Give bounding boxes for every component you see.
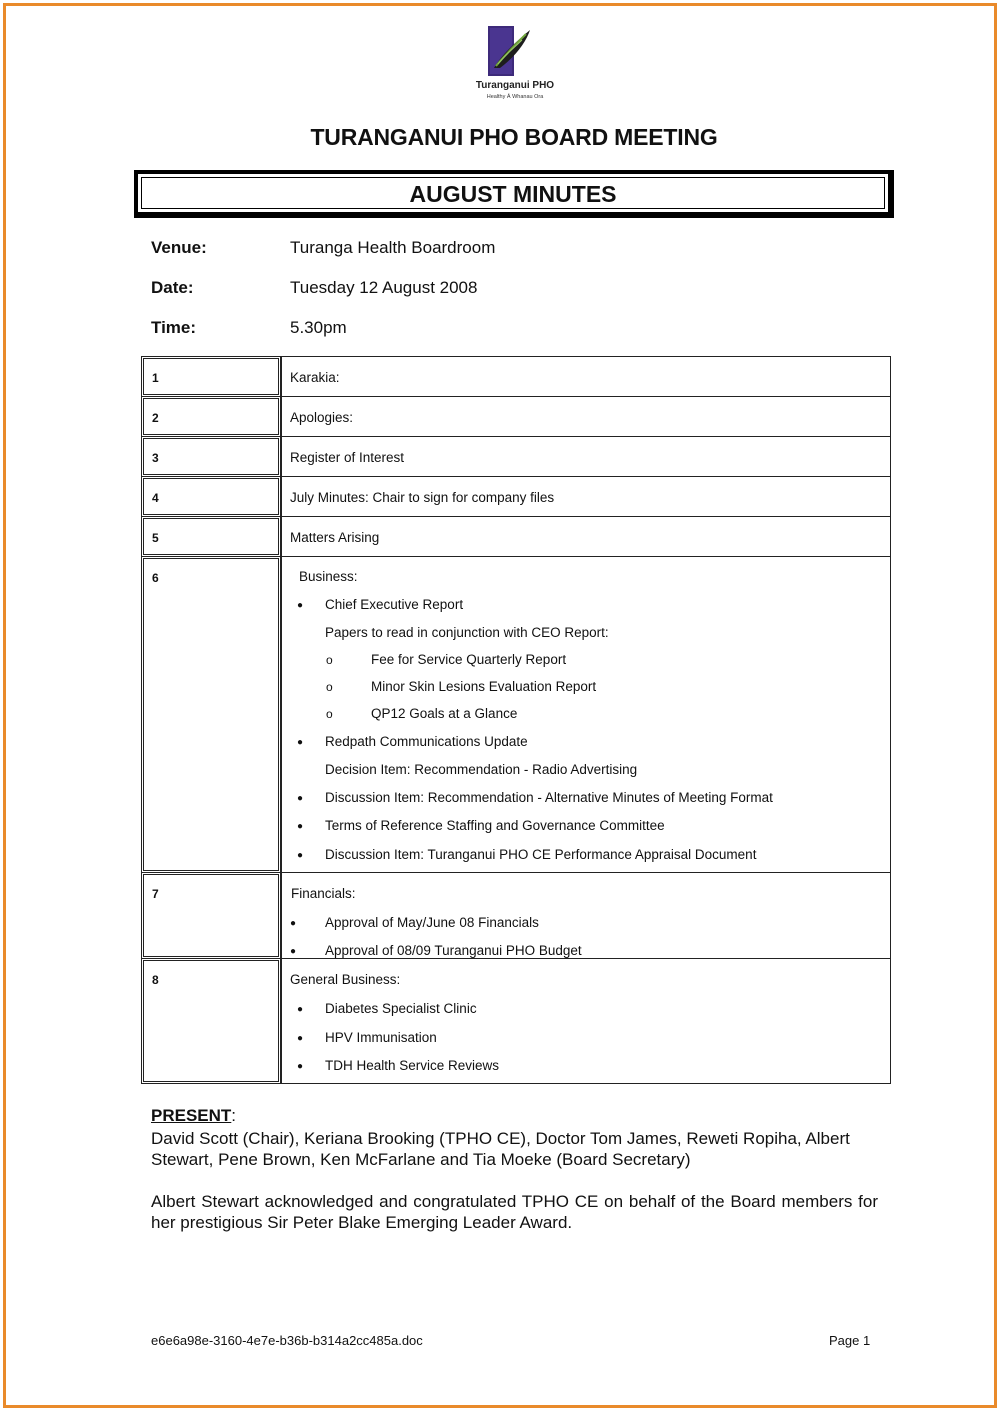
- agenda-number: 2: [141, 396, 281, 437]
- agenda-item-text: July Minutes: Chair to sign for company files: [290, 490, 555, 505]
- list-item: Chief Executive Report: [325, 597, 464, 612]
- agenda-number: 8: [141, 958, 281, 1084]
- present-heading: [151, 1106, 236, 1126]
- bullet-icon: ●: [297, 737, 304, 748]
- present-colon: :: [231, 1106, 237, 1125]
- bullet-icon: ●: [297, 821, 304, 832]
- bullet-icon: ●: [297, 1061, 304, 1072]
- time-value: 5.30pm: [290, 318, 347, 337]
- list-item: Redpath Communications Update: [325, 734, 528, 749]
- list-item: Discussion Item: Recommendation - Alternative Minutes of Meeting Format: [325, 790, 773, 805]
- list-item: Terms of Reference Staffing and Governance Committee: [325, 818, 665, 833]
- bullet-icon: ●: [297, 1004, 304, 1015]
- bullet-icon: ●: [297, 600, 304, 611]
- acknowledgement-paragraph: Albert Stewart acknowledged and congratulated TPHO CE on behalf of the Board members for her prestigious Sir Peter Blake Emerging Leader Award.: [151, 1192, 878, 1232]
- attendees-paragraph: David Scott (Chair), Keriana Brooking (TPHO CE), Doctor Tom James, Reweti Ropiha, Albert Stewart, Pene Brown, Ken McFarlane and Tia Moeke (Board Secretary): [151, 1129, 850, 1169]
- bullet-icon: ●: [297, 793, 304, 804]
- logo-name: Turanganui PHO: [475, 80, 555, 91]
- bullet-icon: ●: [297, 850, 304, 861]
- agenda-item-general: [281, 958, 891, 1084]
- agenda-item: [281, 476, 891, 517]
- list-item: HPV Immunisation: [325, 1030, 437, 1045]
- time-label: Time:: [151, 318, 197, 337]
- sub-list-item: Minor Skin Lesions Evaluation Report: [371, 679, 597, 694]
- sub-bullet-icon: o: [326, 707, 333, 721]
- list-item: Diabetes Specialist Clinic: [325, 1001, 477, 1016]
- logo-tagline: Healthy Ā Whanau Ora: [486, 94, 544, 100]
- date-label: Date:: [151, 278, 194, 297]
- list-item-note: Papers to read in conjunction with CEO Report:: [325, 625, 609, 640]
- logo-feather-icon: [486, 24, 534, 78]
- sub-list-item: Fee for Service Quarterly Report: [371, 652, 567, 667]
- agenda-number: 7: [141, 872, 281, 959]
- section-heading: Business:: [299, 569, 358, 584]
- subtitle-box: [134, 170, 894, 218]
- agenda-item-text: Register of Interest: [290, 450, 405, 465]
- agenda-item-business: [281, 556, 891, 873]
- section-heading: General Business:: [290, 972, 401, 987]
- agenda-number: 1: [141, 356, 281, 397]
- agenda-item: [281, 356, 891, 397]
- footer-filename: e6e6a98e-3160-4e7e-b36b-b314a2cc485a.doc: [151, 1333, 423, 1348]
- venue-label: Venue:: [151, 238, 207, 257]
- agenda-number: 5: [141, 516, 281, 557]
- agenda-table: [141, 356, 891, 1084]
- agenda-item-text: Apologies:: [290, 410, 354, 425]
- agenda-item: [281, 516, 891, 557]
- document-subtitle: AUGUST MINUTES: [141, 177, 885, 209]
- present-label: PRESENT: [151, 1106, 232, 1125]
- list-item: Approval of May/June 08 Financials: [325, 915, 539, 930]
- sub-bullet-icon: o: [326, 680, 333, 694]
- venue-value: Turanga Health Boardroom: [290, 238, 496, 257]
- bullet-icon: ●: [290, 918, 297, 929]
- agenda-number: 6: [141, 556, 281, 873]
- bullet-icon: ●: [290, 946, 297, 957]
- agenda-item-text: Matters Arising: [290, 530, 380, 545]
- agenda-item-financials: [281, 872, 891, 959]
- agenda-number: 4: [141, 476, 281, 517]
- list-item: TDH Health Service Reviews: [325, 1058, 500, 1073]
- list-item: Approval of 08/09 Turanganui PHO Budget: [325, 943, 582, 958]
- document-title: TURANGANUI PHO BOARD MEETING: [310, 124, 718, 150]
- agenda-item: [281, 436, 891, 477]
- sub-bullet-icon: o: [326, 653, 333, 667]
- date-value: Tuesday 12 August 2008: [290, 278, 478, 297]
- section-heading: Financials:: [291, 886, 356, 901]
- agenda-item-text: Karakia:: [290, 370, 340, 385]
- agenda-item: [281, 396, 891, 437]
- footer-page-number: Page 1: [829, 1333, 871, 1348]
- sub-list-item: QP12 Goals at a Glance: [371, 706, 518, 721]
- list-item: Discussion Item: Turanganui PHO CE Performance Appraisal Document: [325, 847, 757, 862]
- agenda-number: 3: [141, 436, 281, 477]
- organisation-logo: [455, 20, 575, 110]
- list-item-note: Decision Item: Recommendation - Radio Advertising: [325, 762, 638, 777]
- bullet-icon: ●: [297, 1033, 304, 1044]
